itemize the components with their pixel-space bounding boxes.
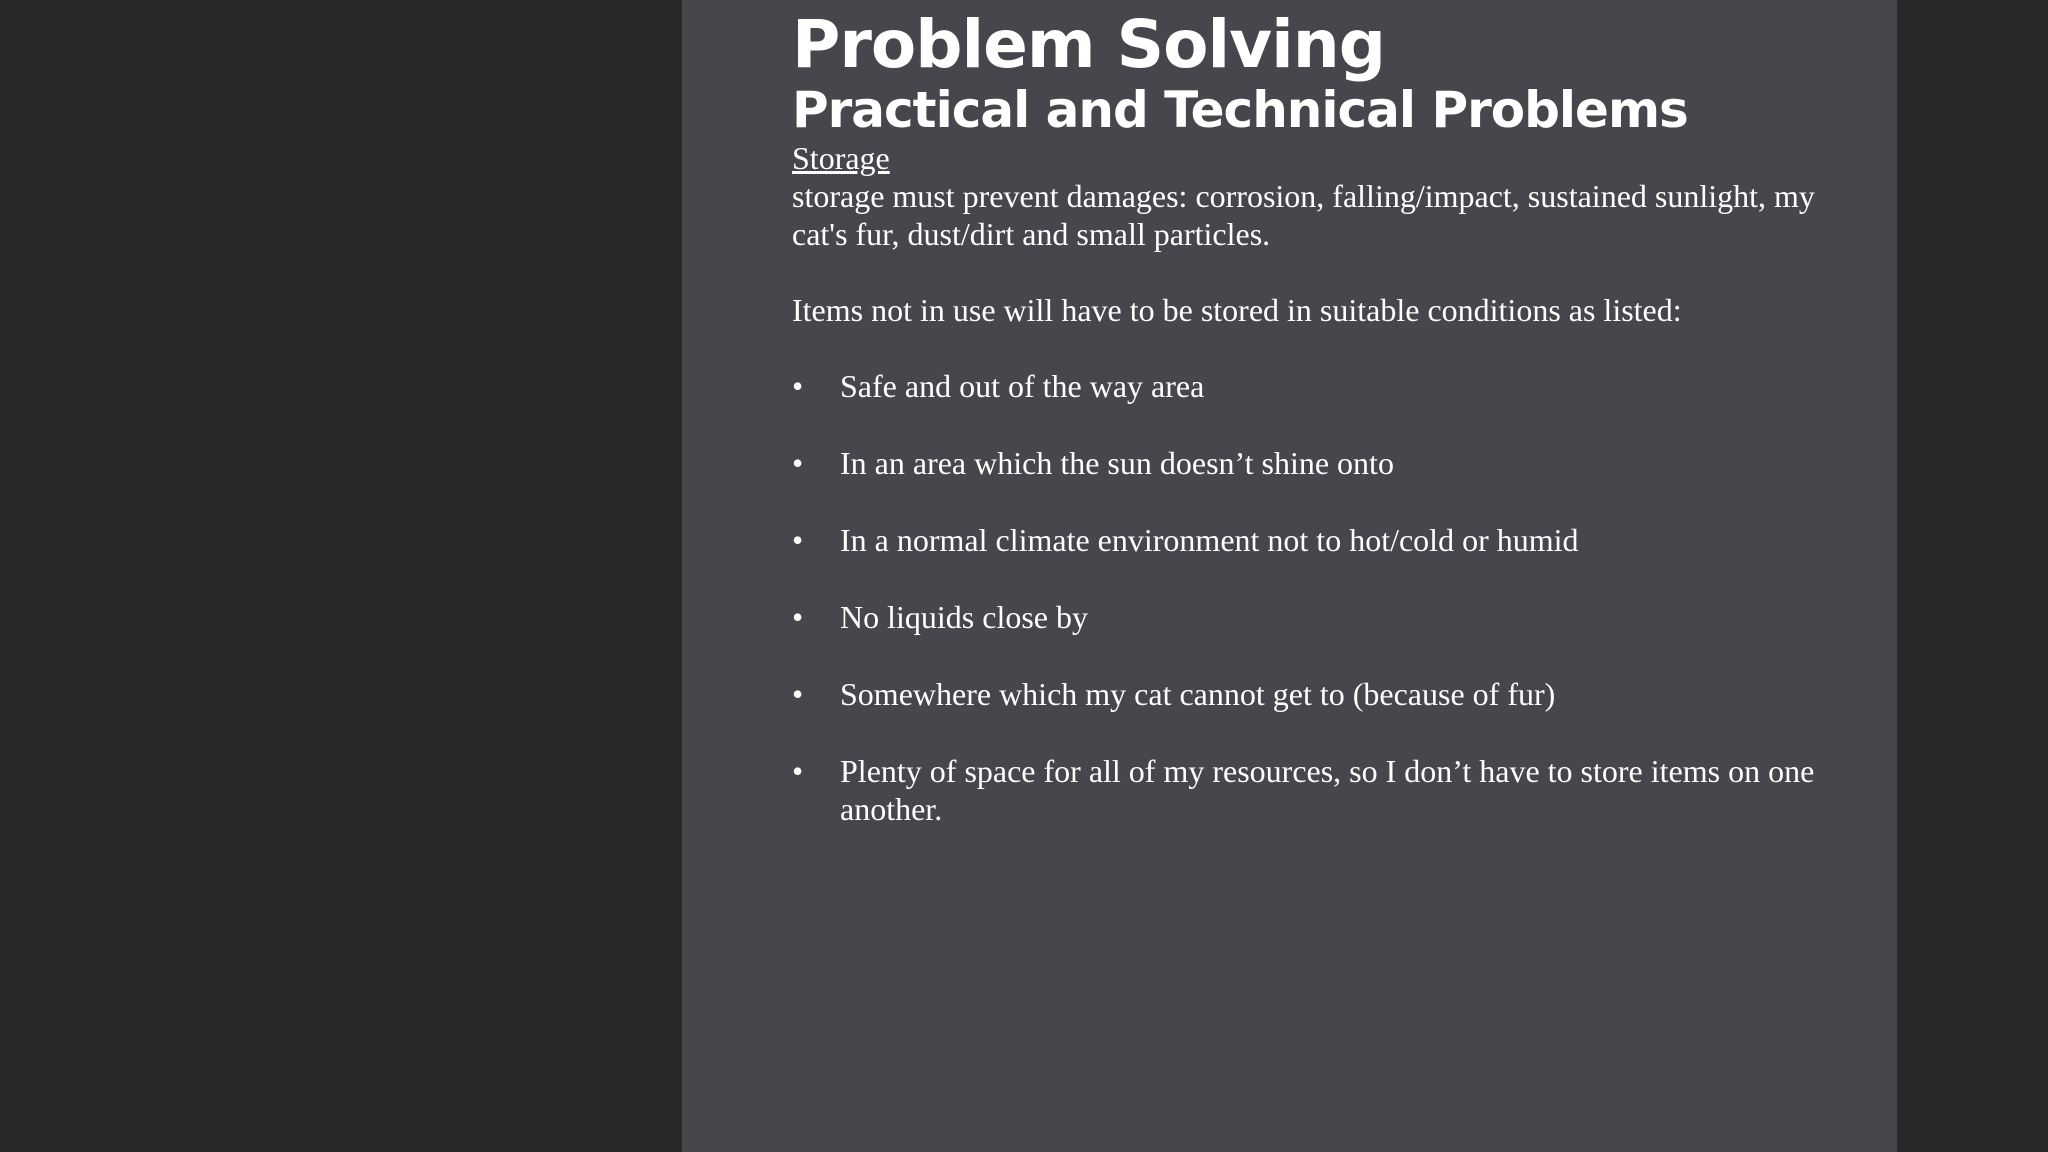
list-item <box>792 752 1852 828</box>
slide-body <box>792 139 1852 828</box>
slide-content <box>792 0 1852 867</box>
list-item-text: In a normal climate environment not to hot/cold or humid <box>840 522 1579 558</box>
storage-conditions-list <box>792 367 1852 828</box>
list-item-text: Plenty of space for all of my resources, so I don’t have to store items on one another. <box>840 753 1815 827</box>
list-item-text: Safe and out of the way area <box>840 368 1205 404</box>
slide-page <box>682 0 1897 1152</box>
bullet-icon: • <box>792 445 804 481</box>
list-item <box>792 675 1852 713</box>
bullet-icon: • <box>792 368 804 404</box>
bullet-icon: • <box>792 676 804 712</box>
slide-title: Problem Solving <box>792 6 1386 83</box>
list-item-text: In an area which the sun doesn’t shine onto <box>840 445 1394 481</box>
list-item-text: Somewhere which my cat cannot get to (because of fur) <box>840 676 1556 712</box>
bullet-icon: • <box>792 599 804 635</box>
list-item <box>792 521 1852 559</box>
list-item <box>792 444 1852 482</box>
section-heading-storage: Storage <box>792 140 890 176</box>
list-item <box>792 367 1852 405</box>
bullet-icon: • <box>792 522 804 558</box>
bullet-icon: • <box>792 753 804 789</box>
slide-subtitle: Practical and Technical Problems <box>792 81 1688 139</box>
list-item-text: No liquids close by <box>840 599 1088 635</box>
storage-conditions-paragraph: Items not in use will have to be stored in suitable conditions as listed: <box>792 292 1682 328</box>
list-item <box>792 598 1852 636</box>
storage-damages-paragraph: storage must prevent damages: corrosion, falling/impact, sustained sunlight, my cat's fur, dust/dirt and small particles. <box>792 178 1815 252</box>
